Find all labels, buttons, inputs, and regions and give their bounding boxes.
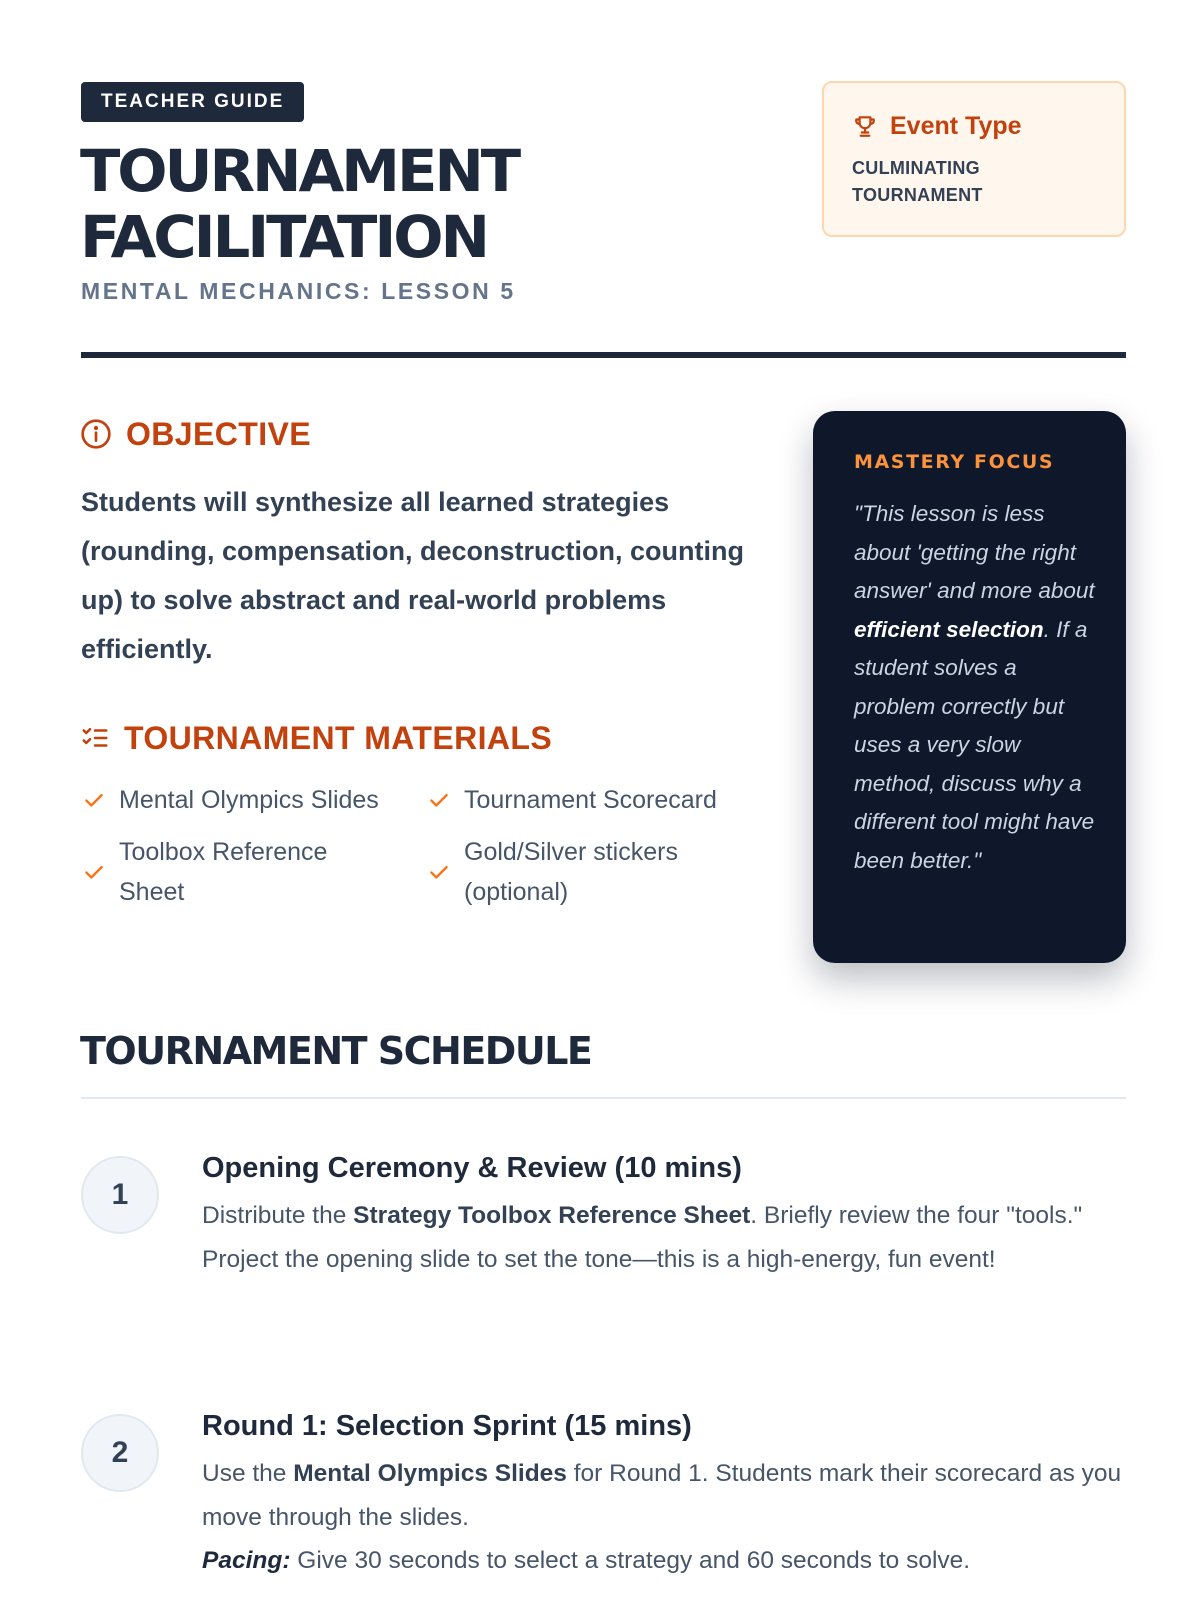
- step-text-after: for Round 1. Students mark their scorecard as you move through the slides.: [202, 1460, 1122, 1531]
- event-type-value: CULMINATING TOURNAMENT: [852, 158, 983, 205]
- step-text-after: . Briefly review the four "tools." Project the opening slide to set the tone—this is a high-energy, fun event!: [202, 1202, 1083, 1273]
- schedule-divider: [81, 1097, 1126, 1099]
- trophy-icon: [852, 113, 878, 139]
- material-item-label: Mental Olympics Slides: [119, 786, 379, 814]
- lesson-subtitle: MENTAL MECHANICS: LESSON 5: [81, 278, 516, 304]
- mastery-focus-quote-part-2: . If a student solves a problem correctly but uses a very slow method, discuss why a different tool might have been better.": [854, 616, 1095, 873]
- objective-text: Students will synthesize all learned strategies (rounding, compensation, deconstruction, counting up) to solve abstract and real-world problems efficiently.: [81, 487, 744, 664]
- step-description: [202, 1452, 1126, 1583]
- step-body: [202, 1150, 1126, 1281]
- mastery-focus-card: [813, 411, 1126, 963]
- teacher-guide-badge: TEACHER GUIDE: [81, 82, 304, 122]
- material-item: [426, 832, 761, 912]
- event-type-header: [852, 111, 1096, 141]
- mastery-focus-quote-part-1: "This lesson is less about 'getting the right answer' and more about: [854, 501, 1095, 603]
- material-item: [81, 832, 426, 912]
- material-item-label: Toolbox Reference Sheet: [119, 838, 328, 906]
- schedule-heading: TOURNAMENT SCHEDULE: [80, 1029, 592, 1073]
- page-title-line-2: FACILITATION: [80, 203, 487, 271]
- materials-heading-text: TOURNAMENT MATERIALS: [124, 720, 553, 756]
- mastery-focus-label: MASTERY FOCUS: [854, 451, 1055, 473]
- mastery-focus-quote-bold: efficient selection: [854, 616, 1044, 642]
- check-icon: [426, 787, 452, 813]
- event-type-label: Event Type: [890, 112, 1022, 140]
- step-title: Opening Ceremony & Review (10 mins): [202, 1152, 742, 1184]
- material-item: [426, 780, 761, 820]
- mastery-focus-quote: [854, 495, 1096, 880]
- checklist-icon: [80, 723, 110, 753]
- pacing-label: Pacing:: [202, 1547, 291, 1574]
- page-title-line-1: TOURNAMENT: [80, 137, 519, 205]
- objective-heading: [80, 414, 311, 454]
- check-icon: [81, 787, 107, 813]
- step-title: Round 1: Selection Sprint (15 mins): [202, 1410, 692, 1442]
- step-text-bold: Strategy Toolbox Reference Sheet: [353, 1202, 751, 1229]
- event-type-card: [822, 81, 1126, 237]
- step-text-bold: Mental Olympics Slides: [293, 1460, 567, 1487]
- materials-heading: [80, 718, 552, 758]
- step-text-before: Use the: [202, 1460, 294, 1487]
- step-description: [202, 1194, 1126, 1281]
- check-icon: [81, 859, 107, 885]
- step-number-badge: 1: [81, 1156, 159, 1234]
- objective-heading-text: OBJECTIVE: [126, 416, 311, 452]
- material-item: [81, 780, 426, 820]
- step-number-badge: 2: [81, 1414, 159, 1492]
- step-body: [202, 1408, 1126, 1583]
- info-circle-icon: [80, 418, 112, 450]
- materials-list: [81, 780, 761, 912]
- material-item-label: Gold/Silver stickers (optional): [464, 838, 678, 906]
- check-icon: [426, 859, 452, 885]
- material-item-label: Tournament Scorecard: [464, 786, 717, 814]
- pacing-text: Give 30 seconds to select a strategy and 60 seconds to solve.: [290, 1547, 971, 1574]
- header-divider: [81, 352, 1126, 358]
- page-title: [80, 138, 518, 270]
- step-text-before: Distribute the: [202, 1202, 354, 1229]
